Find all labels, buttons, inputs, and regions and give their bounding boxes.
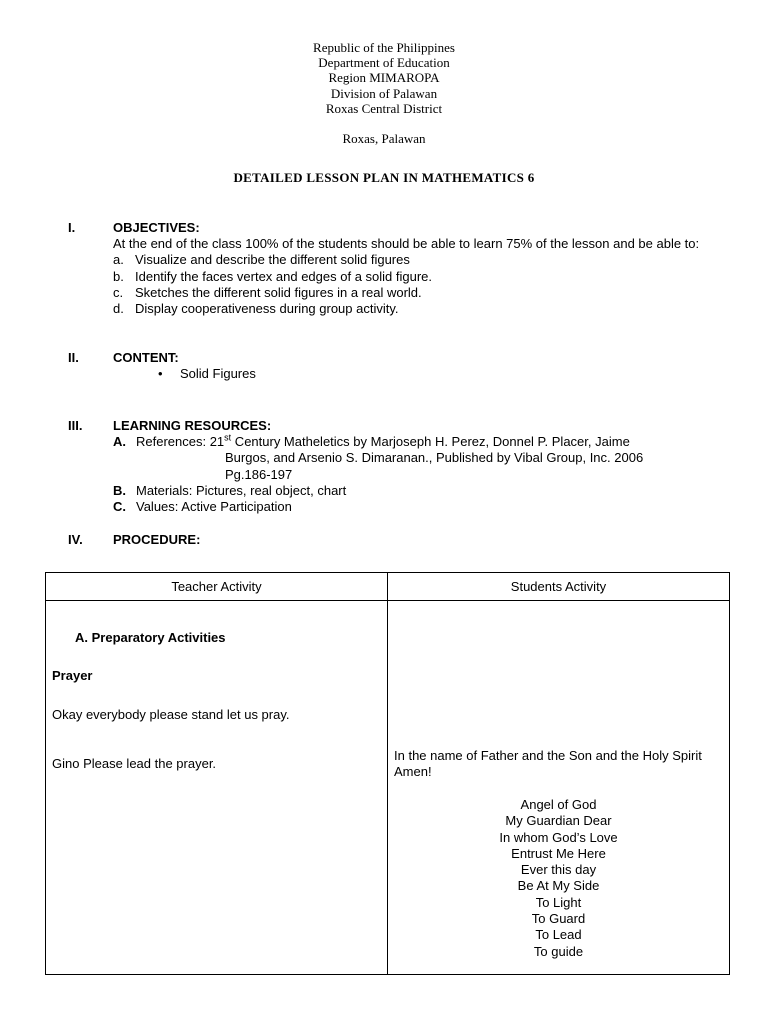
header-line: Division of Palawan [330,85,438,101]
objective-letter: c. [113,284,124,300]
objectives-heading: OBJECTIVES: [113,220,200,235]
resource-letter: B. [113,482,126,498]
objective-item [113,269,725,285]
objective-text: Identify the faces vertex and edges of a solid figure. [135,268,433,284]
values-text: Values: Active Participation [136,499,292,515]
references-text: References: 21 [136,434,225,450]
teacher-line: Okay everybody please stand let us pray. [52,707,290,722]
section-number: IV. [68,532,83,547]
references-text-cont: Century Matheletics by Marjoseph H. Perez, Donnel P. Placer, Jaime [231,434,630,450]
resources-heading: LEARNING RESOURCES: [113,418,272,433]
preparatory-heading: A. Preparatory Activities [75,630,226,645]
resource-item-materials [113,483,725,499]
resource-item-values [113,499,725,515]
header-line: Republic of the Philippines [313,40,455,55]
students-response: In the name of Father and the Son and the Holy Spirit Amen! [394,748,702,780]
objective-item [113,301,725,317]
objective-text: Visualize and describe the different solid figures [135,252,410,268]
objective-letter: a. [113,252,124,268]
column-header-students: Students Activity [388,573,730,601]
teacher-line: Gino Please lead the prayer. [52,756,217,771]
resource-letter: C. [113,499,126,515]
materials-text: Materials: Pictures, real object, chart [136,482,347,498]
section-number: II. [68,350,79,365]
teacher-activity-cell [46,601,388,975]
header-line: Region MIMAROPA [328,70,440,86]
procedure-heading: PROCEDURE: [113,532,201,547]
prayer-line: My Guardian Dear [505,813,612,829]
references-pages: Pg.186-197 [225,466,293,482]
objectives-intro: At the end of the class 100% of the students should be able to learn 75% of the lesson and be able to: [113,236,700,252]
prayer-line: Ever this day [520,862,597,878]
prayer-heading: Prayer [52,668,93,683]
content-item-text: Solid Figures [180,366,256,382]
header-location: Roxas, Palawan [342,131,426,147]
objective-item [113,252,725,268]
objective-text: Sketches the different solid figures in a real world. [135,284,422,300]
objective-letter: d. [113,301,124,317]
prayer-verse [388,797,729,960]
section-number: III. [68,418,83,433]
prayer-line: Angel of God [520,797,597,812]
resource-letter: A. [113,434,126,450]
resource-item-references [113,434,725,450]
table-row [46,601,730,975]
content-item [113,366,725,382]
procedure-table [45,572,730,975]
prayer-line: To guide [533,943,584,959]
ordinal-suffix: st [224,432,232,443]
column-header-teacher: Teacher Activity [46,573,388,601]
content-heading: CONTENT: [113,350,179,365]
document-header [0,40,768,146]
objective-text: Display cooperativeness during group activity. [135,301,399,317]
header-line: Department of Education [318,55,450,71]
prayer-line: To Light [535,894,582,910]
page-title: DETAILED LESSON PLAN IN MATHEMATICS 6 [233,170,535,185]
prayer-line: To Lead [535,927,582,943]
section-number: I. [68,220,76,235]
header-line: Roxas Central District [325,100,443,116]
students-activity-cell [388,601,730,975]
table-header-row [46,573,730,601]
prayer-line: Entrust Me Here [511,845,606,861]
objective-item [113,285,725,301]
prayer-line: Be At My Side [517,878,600,894]
references-continuation: Burgos, and Arsenio S. Dimaranan., Published by Vibal Group, Inc. 2006 [225,450,644,466]
objective-letter: b. [113,268,124,284]
bullet-icon: • [158,366,163,382]
prayer-line: In whom God’s Love [499,829,618,845]
prayer-line: To Guard [531,911,586,927]
